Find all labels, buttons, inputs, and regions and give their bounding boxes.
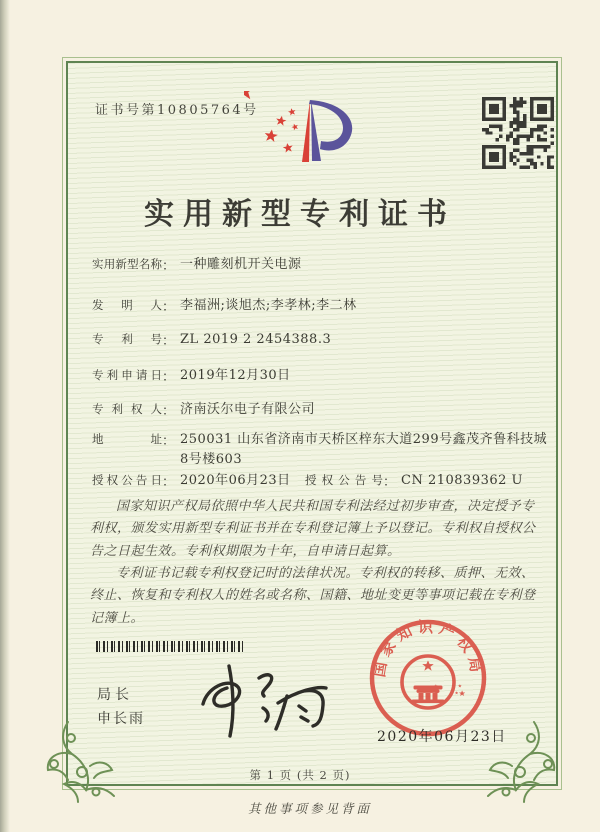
commissioner-name: 申长雨 (97, 711, 145, 727)
seal-date: 2020年06月23日 (377, 729, 507, 745)
field-label: 专利权人 (92, 402, 162, 416)
field-value: 250031 山东省济南市天桥区梓东大道299号鑫茂齐鲁科技城8号楼603 (180, 432, 548, 468)
field-value: 李福洲;谈旭杰;李孝林;李二林 (180, 298, 357, 313)
cnipa-patent-logo-icon (244, 91, 362, 191)
field-value: 一种雕刻机开关电源 (180, 257, 302, 272)
cnipa-official-seal-icon (366, 616, 490, 744)
field-row-grant: 授权公告日： 2020年06月23日 授权公告号： CN 210839362 U (92, 473, 523, 490)
field-row-patent-number: 专利号： ZL 2019 2 2454388.3 (92, 332, 332, 349)
corner-flourish-icon (38, 716, 120, 808)
field-value: CN 210839362 U (401, 473, 523, 488)
certificate-title: 实用新型专利证书 (144, 197, 456, 232)
commissioner-title: 局长 (97, 687, 133, 703)
back-side-note: 其他事项参见背面 (247, 801, 372, 816)
field-value: 2020年06月23日 (180, 473, 291, 488)
legal-paragraph: 国家知识产权局依照中华人民共和国专利法经过初步审查，决定授予专利权，颁发实用新型专利证书并在专利登记簿上予以登记。专利权自授权公告之日起生效。专利权期限为十年，自申请日起算。 (90, 499, 536, 559)
field-label: 专利申请日 (92, 368, 162, 382)
field-label: 授权公告日 (92, 473, 162, 487)
scan-spine-shadow (0, 0, 10, 832)
svg-text:国家知识产权局: 国家知识产权局 (370, 618, 486, 679)
field-label: 专利号 (92, 332, 162, 346)
field-label: 地址 (92, 432, 162, 446)
qr-code-icon (482, 97, 554, 169)
field-row-inventors: 发明人： 李福洲;谈旭杰;李孝林;李二林 (92, 298, 357, 315)
field-row-address: 地址： 250031 山东省济南市天桥区梓东大道299号鑫茂齐鲁科技城8号楼603 (92, 430, 552, 470)
barcode-icon (96, 641, 243, 652)
field-row-patentee: 专利权人： 济南沃尔电子有限公司 (92, 402, 316, 419)
page-number: 第 1 页 (共 2 页) (249, 768, 351, 782)
field-value: ZL 2019 2 2454388.3 (180, 332, 332, 347)
field-value: 2019年12月30日 (180, 368, 291, 383)
legal-text (90, 496, 542, 630)
legal-paragraph: 专利证书记载专利权登记时的法律状况。专利权的转移、质押、无效、终止、恢复和专利权人的姓名或名称、国籍、地址变更等事项记载在专利登记簿上。 (90, 566, 536, 626)
field-grant-number: 授权公告号： CN 210839362 U (305, 473, 523, 490)
field-row-name: 实用新型名称： 一种雕刻机开关电源 (92, 257, 302, 274)
certificate-number: 证书号第10805764号 (95, 103, 259, 118)
field-label: 授权公告号 (305, 473, 383, 487)
field-label: 发明人 (92, 298, 162, 312)
commissioner-signature-icon (183, 658, 333, 747)
field-label: 实用新型名称 (92, 257, 162, 271)
field-row-filing-date: 专利申请日： 2019年12月30日 (92, 368, 291, 385)
field-value: 济南沃尔电子有限公司 (180, 402, 316, 417)
